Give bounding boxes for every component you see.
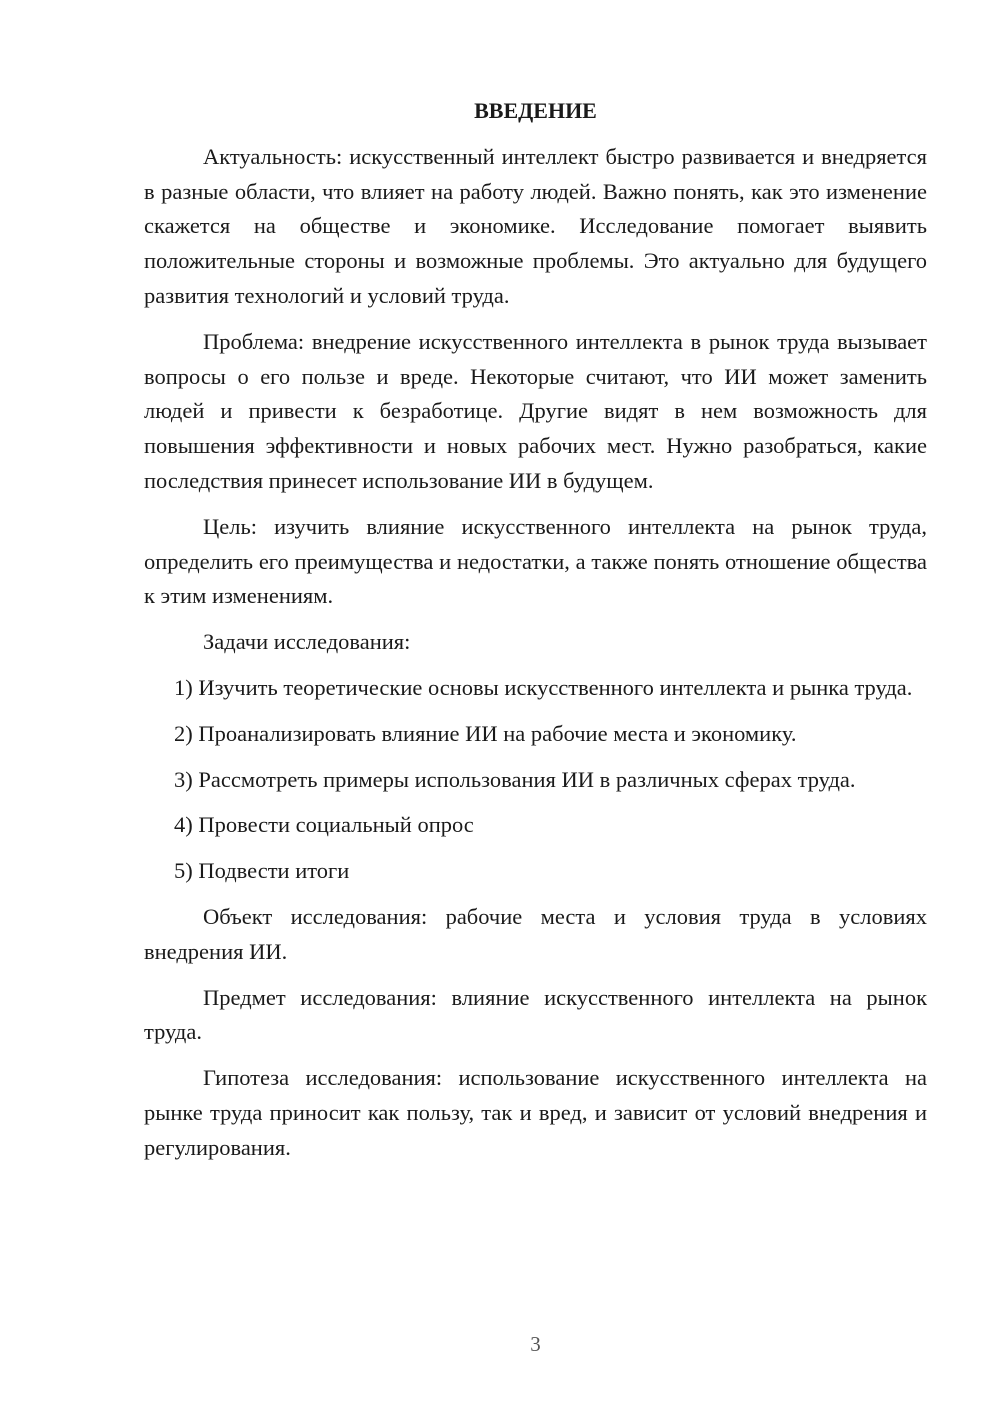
task-item: 1) Изучить теоретические основы искусственного интеллекта и рынка труда. <box>174 674 913 700</box>
page-title: ВВЕДЕНИЕ <box>474 98 597 123</box>
paragraph-problem: Проблема: внедрение искусственного интеллекта в рынок труда вызывает вопросы о его пользе и вреде. Некоторые считают, что ИИ может заменить людей и привести к безработице. Другие видят в нем возможность для повышения эффективности и новых рабочих мест. Нужно разобраться, какие последствия принесет использование ИИ в будущем. <box>144 328 927 493</box>
task-item: 2) Проанализировать влияние ИИ на рабочие места и экономику. <box>174 720 797 746</box>
paragraph-goal: Цель: изучить влияние искусственного интеллекта на рынок труда, определить его преимущества и недостатки, а также понять отношение общества к этим изменениям. <box>144 513 927 609</box>
page-number: 3 <box>530 1332 541 1356</box>
paragraph-relevance: Актуальность: искусственный интеллект быстро развивается и внедряется в разные области, что влияет на работу людей. Важно понять, как это изменение скажется на обществе и экономике. Исследование помогает выявить положительные стороны и возможные проблемы. Это актуально для будущего развития технологий и условий труда. <box>144 143 927 308</box>
paragraph-hypothesis: Гипотеза исследования: использование искусственного интеллекта на рынке труда приносит как пользу, так и вред, и зависит от условий внедрения и регулирования. <box>144 1065 927 1160</box>
task-item: 5) Подвести итоги <box>174 858 350 884</box>
paragraph-object: Объект исследования: рабочие места и условия труда в условиях внедрения ИИ. <box>144 903 927 964</box>
paragraph-tasks-heading: Задачи исследования: <box>203 629 411 655</box>
document-body <box>144 94 927 1177</box>
paragraph-subject: Предмет исследования: влияние искусственного интеллекта на рынок труда. <box>144 984 927 1045</box>
task-item: 3) Рассмотреть примеры использования ИИ в различных сферах труда. <box>174 766 856 792</box>
task-item: 4) Провести социальный опрос <box>174 812 474 838</box>
